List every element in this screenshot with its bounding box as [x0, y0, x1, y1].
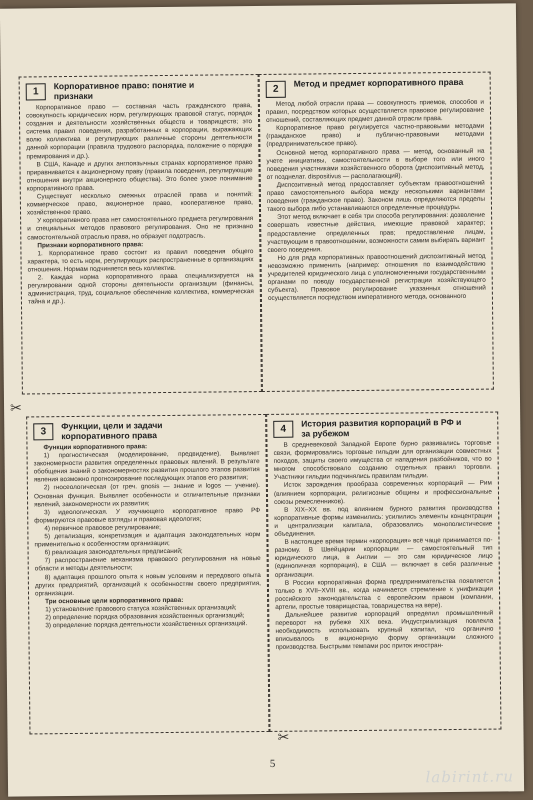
card-2-title: Метод и предмет корпоративного права: [293, 76, 464, 89]
card-4-paragraph: В России корпоративная форма предпринимательства появляется только в XVII–XVIII вв., когда начинается стремление к унификации российского законодательства с европейским правом (компании, артели, простые товарищества, товарищества на вере).: [274, 577, 494, 611]
card-2-number: 2: [266, 81, 286, 98]
scissors-icon: ✂: [9, 400, 22, 417]
card-4-header: [273, 417, 491, 439]
card-4-paragraph: В XIX–XX вв. под влиянием бурного развития производства корпоративные формы изменились: усилились элементы концентрации и централизации капитала, образовались монополистические объединения.: [274, 504, 493, 538]
card-1-title: Корпоративное право: понятие и признаки: [53, 79, 195, 102]
card-3-paragraph: 6) реализация законодательных предписаний;: [44, 548, 183, 557]
card-2-paragraph: Этот метод включает в себя три способа регулирования: дозволение совершать известные действия, имеющие правовой характер; предоставление определенных прав; предоставление лицам, участвующим в правоотношении, возможности самим выбирать вариант своего поведения.: [267, 211, 486, 254]
card-4: [266, 412, 501, 732]
card-1-paragraph: Существует несколько смежных отраслей права и понятий: коммерческое право, акционерное право, кооперативное право, хозяйственное право.: [26, 191, 253, 217]
card-2-paragraph: Диспозитивный метод предоставляет субъектам правоотношений право самостоятельного выбора между несколькими вариантами поведения (гражданское право). Законом лишь определяются пределы такого выбора либо устанавливаются определенные процедуры.: [266, 179, 485, 214]
watermark: labirint.ru: [425, 767, 515, 787]
card-1-number: 1: [26, 83, 46, 100]
card-3-subheading: Три основные цели корпоративного права:: [45, 596, 184, 606]
card-4-title: История развития корпораций в РФ и за рубежом: [301, 416, 462, 439]
card-4-number: 4: [273, 421, 293, 438]
card-3-paragraph: 3) идеологическая. У изучающего корпоративное право РФ формируются правовые взгляды и правовая идеология;: [34, 506, 261, 525]
card-2-paragraph: Корпоративное право регулируется частно-правовыми методами (гражданское право) и публично-правовыми методами (предпринимательское право).: [266, 122, 485, 149]
card-1-header: [26, 79, 252, 101]
card-3-title: Функции, цели и задачи корпоративного права: [61, 420, 163, 442]
card-1-paragraph: Корпоративное право — составная часть гражданского права, совокупность юридических норм, регулирующих правовой статус, порядок создания и деятельности хозяйственных обществ и товариществ; это система правил поведения, разработанных в корпорации, выражающих волю коллектива и регулирующих различные стороны деятельности данной корпорации (правила трудового распорядка, положение о порядке премирования и др.).: [25, 102, 253, 161]
card-2-header: [266, 77, 484, 98]
card-3-paragraph: 8) адаптация прошлого опыта к новым условиям и передового опыта других предприятий, организаций к особенностям своего предприятия, организации.: [34, 571, 261, 598]
page-number: 5: [269, 757, 276, 770]
card-4-paragraph: В настоящее время термин «корпорация» всё чаще принимается по-разному. В Швейцарии корпорации — самостоятельный тип юридического лица, в Англии — это сам юридическое лицо (единоличная корпорация), в США — включает в себя различные организации.: [274, 536, 493, 579]
card-3-paragraph: 5) детализация, конкретизация и адаптация законодательных норм применительно к особенностям организации;: [34, 531, 261, 549]
card-2-paragraph: Но для ряда корпоративных правоотношений диспозитивный метод невозможно применить (например: отношения по взаимодействию учредителей юридического лица с уполномоченными государственными органами по поводу государственной регистрации хозяйствующего субъекта). Правовое регулирование указанных отношений осуществляется посредством императивного метода, основанного: [267, 252, 486, 303]
card-3-header: [33, 419, 259, 441]
card-2-paragraph: Основной метод корпоративного права — метод, основанный на учете инициативы, самостоятельности в выборе того или иного поведения участниками хозяйственного оборота (диспозитивный метод, от позднелат. dispositivus — располагающий).: [266, 147, 485, 181]
card-1-subheading: Признаки корпоративного права:: [37, 240, 144, 249]
card-3-number: 3: [33, 423, 53, 440]
card-2-paragraph: Метод любой отрасли права — совокупность приемов, способов и правил, посредством которых осуществляется правовое регулирование отношений, составляющих предмет данной отрасли права.: [265, 98, 485, 125]
card-4-paragraph: В средневековой Западной Европе бурно развивались торговые связи, формировались торговые гильдии для организации совместных походов, защиты своего имущества от нападения разбойников, что во многом способствовало созданию отдельных правил торговли. Участники гильдии подчинялись правилам гильдии.: [273, 439, 492, 482]
card-1-paragraph: 2. Каждая норма корпоративного права специализируется на регулировании одной стороны деятельности организации (финансы, администрация, труд, социальное обеспечение коллектива, коммерческая тайна и др.).: [27, 272, 254, 306]
card-3-subheading: Функции корпоративного права:: [43, 443, 148, 452]
card-3-paragraph: 1) установление правового статуса хозяйственных организаций;: [45, 604, 237, 614]
card-3-paragraph: 2) гносеологическая (от греч. gnosis — знание и logos — учение). Основная функция. Выявляет особенности и отличительные признаки явлений, закономерности их развития;: [33, 482, 261, 509]
card-4-paragraph: Дальнейшее развитие корпораций определил промышленный переворот на рубеже XIX века. Индустриализация повлекла необходимость использовать крупный капитал, что органично вписывалось в акционерную форму организации сложного производства. Быстрыми темпами рос приток иностран-: [275, 609, 494, 652]
scissors-icon: ✂: [277, 729, 290, 746]
card-1-paragraph: 1. Корпоративное право состоит из правил поведения общего характера, то есть норм, регулирующих распространенные в организациях отношения. Нормам подчиняется весь коллектив.: [27, 247, 254, 274]
card-3-paragraph: 2) определение порядка образования хозяйственных организаций;: [45, 612, 245, 622]
card-2: [259, 72, 494, 392]
card-3-paragraph: 3) определение порядка деятельности хозяйственных организаций.: [45, 620, 248, 630]
card-3: [26, 414, 269, 734]
card-3-paragraph: 7) распространение механизма правового регулирования на новые области и методы деятельности;: [34, 555, 261, 573]
book-page: [0, 3, 524, 796]
card-3-paragraph: 1) прогностическая (моделирование, предвидение). Выявляет закономерности развития определенных правовых явлений. В результате обобщения знаний о закономерностях развития прошлого этапов развития явления возможно прогнозирование последующих этапов его развития;: [33, 450, 260, 484]
card-1: [19, 74, 262, 394]
card-1-paragraph: В США, Канаде и других англоязычных странах корпоративное право приравнивается к акционерному праву (правила поведения, регулирующие отношения внутри акционерного общества). Это болee узкое понимание корпоративного права.: [26, 158, 253, 193]
card-1-paragraph: У корпоративного права нет самостоятельного предмета регулирования и специальных методов правового регулирования. Оно не признано самостоятельной отраслью права, но образует подотрасль.: [27, 215, 254, 241]
card-4-paragraph: Исток зарождения прообраза современных корпораций — Рим (влиянием корпорации, религиозные общины и профессиональные союзы ремесленников).: [273, 480, 493, 506]
card-3-paragraph: 4) первичное правовое регулирование;: [44, 524, 161, 533]
